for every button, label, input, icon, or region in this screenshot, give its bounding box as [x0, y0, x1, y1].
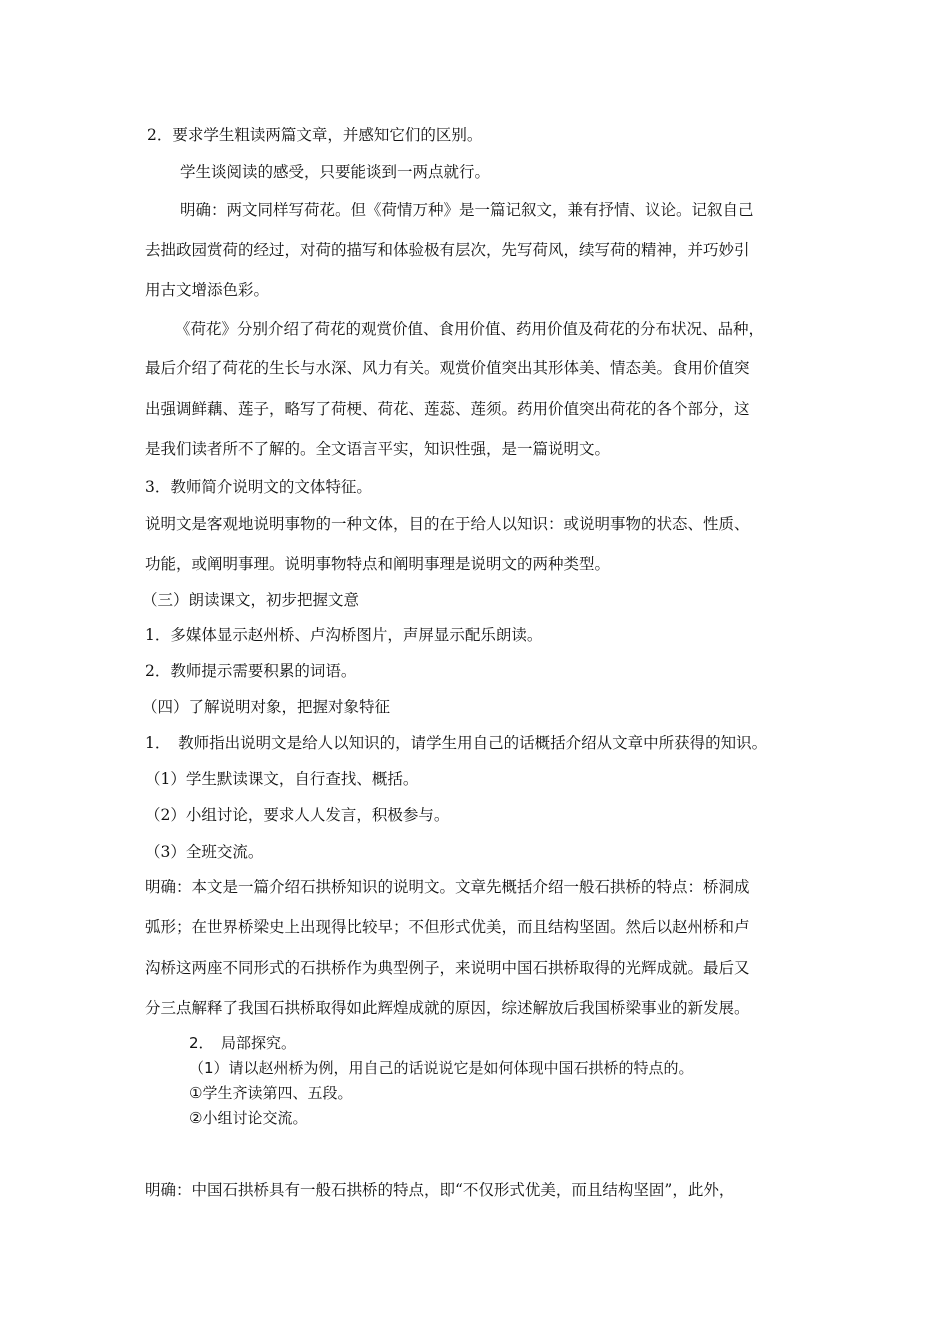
text-line: 2． 局部探究。 [189, 1034, 297, 1052]
text-line: ①学生齐读第四、五段。 [189, 1084, 353, 1102]
text-line: 明确：两文同样写荷花。但《荷情万种》是一篇记叙文，兼有抒情、议论。记叙自己 [180, 201, 754, 219]
text-line: 明确：中国石拱桥具有一般石拱桥的特点，即“不仅形式优美，而且结构坚固”，此外， [145, 1181, 735, 1199]
text-line: 弧形；在世界桥梁史上出现得比较早；不但形式优美，而且结构坚固。然后以赵州桥和卢 [145, 918, 750, 936]
text-line: （1）学生默读课文，自行查找、概括。 [145, 770, 419, 788]
text-line: 分三点解释了我国石拱桥取得如此辉煌成就的原因，综述解放后我国桥梁事业的新发展。 [145, 999, 750, 1017]
text-line: 《荷花》分别介绍了荷花的观赏价值、食用价值、药用价值及荷花的分布状况、品种， [175, 320, 765, 338]
text-line: 功能，或阐明事理。说明事物特点和阐明事理是说明文的两种类型。 [145, 555, 611, 573]
text-line: 说明文是客观地说明事物的一种文体，目的在于给人以知识：或说明事物的状态、性质、 [145, 515, 750, 533]
text-line: （3）全班交流。 [145, 843, 264, 861]
text-line: 2．教师提示需要积累的词语。 [145, 662, 357, 680]
text-line: 学生谈阅读的感受，只要能谈到一两点就行。 [180, 163, 491, 181]
text-line: 1． 教师指出说明文是给人以知识的，请学生用自己的话概括介绍从文章中所获得的知识。 [145, 734, 768, 752]
text-line: 出强调鲜藕、莲子，略写了荷梗、荷花、莲蕊、莲须。药用价值突出荷花的各个部分，这 [145, 400, 750, 418]
section-heading: （四）了解说明对象，把握对象特征 [142, 698, 391, 716]
text-line: 是我们读者所不了解的。全文语言平实，知识性强，是一篇说明文。 [145, 440, 611, 458]
text-line: 明确：本文是一篇介绍石拱桥知识的说明文。文章先概括介绍一般石拱桥的特点：桥洞成 [145, 878, 750, 896]
text-line: 3．教师简介说明文的文体特征。 [145, 478, 372, 496]
text-line: 2．要求学生粗读两篇文章，并感知它们的区别。 [147, 126, 483, 144]
text-line: 去拙政园赏荷的经过，对荷的描写和体验极有层次，先写荷风，续写荷的精神，并巧妙引 [145, 241, 750, 259]
text-line: ②小组讨论交流。 [189, 1109, 308, 1127]
text-line: （1）请以赵州桥为例，用自己的话说说它是如何体现中国石拱桥的特点的。 [189, 1059, 694, 1077]
text-line: 1．多媒体显示赵州桥、卢沟桥图片，声屏显示配乐朗读。 [145, 626, 543, 644]
text-line: 最后介绍了荷花的生长与水深、风力有关。观赏价值突出其形体美、情态美。食用价值突 [145, 359, 750, 377]
text-line: 用古文增添色彩。 [145, 281, 270, 299]
text-line: （2）小组讨论，要求人人发言，积极参与。 [145, 806, 450, 824]
section-heading: （三）朗读课文，初步把握文意 [142, 591, 360, 609]
text-line: 沟桥这两座不同形式的石拱桥作为典型例子，来说明中国石拱桥取得的光辉成就。最后又 [145, 959, 750, 977]
